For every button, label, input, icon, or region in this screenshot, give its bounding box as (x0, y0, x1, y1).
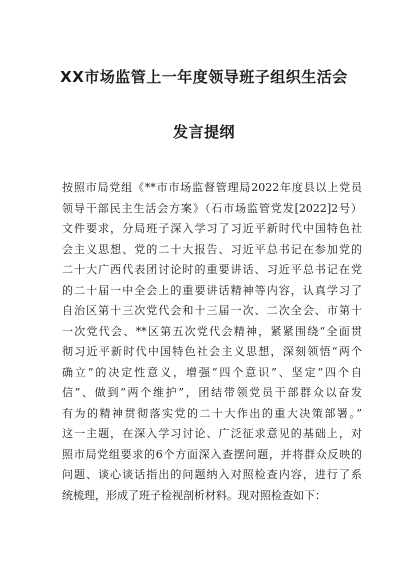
body-line: 自治区第十三次党代会和十三届一次、二次全会、市第十 (62, 304, 362, 317)
body-line: 彻习近平新时代中国特色社会主义思想，深刻领悟“两个 (62, 345, 362, 358)
body-line: 文件要求，分局班子深入学习了习近平新时代中国特色社 (62, 222, 362, 235)
body-line: 按照市局党组《**市市场监督管理局2022年度县以上党员 (62, 181, 362, 194)
body-line: 会主义思想、党的二十大报告、习近平总书记在参加党的 (62, 242, 362, 256)
document-title: XX市场监管上一年度领导班子组织生活会 (60, 68, 348, 86)
body-line: 信”、做到“两个维护”，团结带领党员干部群众以奋发 (62, 386, 362, 399)
body-line: 照市局党组要求的6个方面深入查摆问题，并将群众反映的 (62, 447, 362, 461)
document-body (62, 178, 362, 506)
body-line: 这一主题，在深入学习讨论、广泛征求意见的基础上，对 (62, 427, 362, 440)
body-line: 的二十届一中全会上的重要讲话精神等内容，认真学习了 (62, 283, 362, 297)
body-line: 领导干部民主生活会方案》（石市场监管党发[2022]2号） (62, 201, 362, 215)
body-line: 问题、谈心谈话指出的问题纳入对照检查内容，进行了系 (62, 468, 362, 481)
body-line: 二十大广西代表团讨论时的重要讲话、习近平总书记在党 (62, 263, 362, 276)
body-line: 有为的精神贯彻落实党的二十大作出的重大决策部署。” (62, 406, 362, 420)
document-subtitle: 发言提纲 (172, 123, 235, 141)
body-line: 一次党代会、**区第五次党代会精神，紧紧围绕“全面贯 (62, 324, 362, 338)
body-line: 确立”的决定性意义，增强“四个意识”、坚定“四个自 (62, 365, 362, 379)
body-line: 统梳理，形成了班子检视剖析材料。现对照检查如下： (62, 488, 326, 502)
